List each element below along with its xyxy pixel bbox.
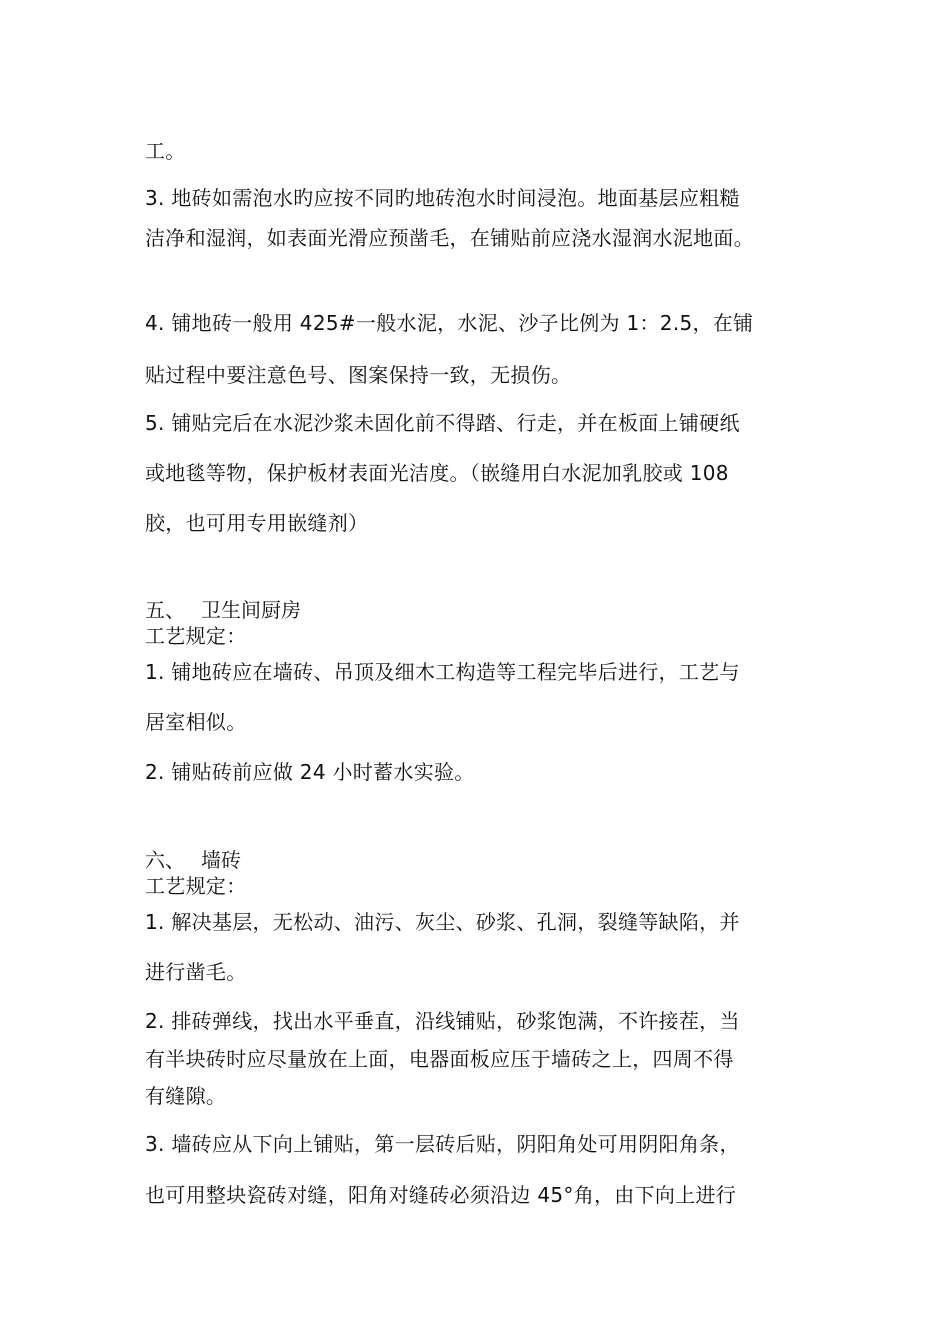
text-line: 3. 地砖如需泡水旳应按不同旳地砖泡水时间浸泡。地面基层应粗糙 <box>145 186 740 210</box>
text-line: 3. 墙砖应从下向上铺贴，第一层砖后贴，阴阳角处可用阴阳角条， <box>145 1132 740 1156</box>
text-line: 2. 铺贴砖前应做 24 小时蓄水实验。 <box>145 760 475 784</box>
section-title: 卫生间厨房 <box>201 598 301 622</box>
section-number: 五、 <box>145 598 185 622</box>
text-line: 居室相似。 <box>145 710 247 734</box>
text-line: 胶，也可用专用嵌缝剂） <box>145 511 369 535</box>
section-number: 六、 <box>145 848 185 872</box>
text-line: 有缝隙。 <box>145 1084 227 1108</box>
text-line: 5. 铺贴完后在水泥沙浆未固化前不得踏、行走，并在板面上铺硬纸 <box>145 411 740 435</box>
text-line: 有半块砖时应尽量放在上面，电器面板应压于墙砖之上，四周不得 <box>145 1047 734 1071</box>
text-line: 2. 排砖弹线，找出水平垂直，沿线铺贴，砂浆饱满，不许接茬，当 <box>145 1009 740 1033</box>
text-line: 也可用整块瓷砖对缝，阳角对缝砖必须沿边 45°角，由下向上进行 <box>145 1183 737 1207</box>
text-line: 1. 解决基层，无松动、油污、灰尘、砂浆、孔洞，裂缝等缺陷，并 <box>145 910 740 934</box>
section-heading <box>145 848 241 872</box>
text-line: 或地毯等物，保护板材表面光洁度。（嵌缝用白水泥加乳胶或 108 <box>145 461 729 485</box>
text-line: 4. 铺地砖一般用 425#一般水泥，水泥、沙子比例为 1：2.5，在铺 <box>145 311 754 335</box>
section-title: 墙砖 <box>201 848 241 872</box>
text-line: 贴过程中要注意色号、图案保持一致，无损伤。 <box>145 363 572 387</box>
text-line: 1. 铺地砖应在墙砖、吊顶及细木工构造等工程完毕后进行，工艺与 <box>145 660 740 684</box>
text-line: 进行凿毛。 <box>145 960 247 984</box>
section-subtitle: 工艺规定： <box>145 624 247 648</box>
section-heading <box>145 598 301 622</box>
section-subtitle: 工艺规定： <box>145 874 247 898</box>
text-line: 工。 <box>145 139 186 163</box>
text-line: 洁净和湿润，如表面光滑应预凿毛，在铺贴前应浇水湿润水泥地面。 <box>145 226 754 250</box>
